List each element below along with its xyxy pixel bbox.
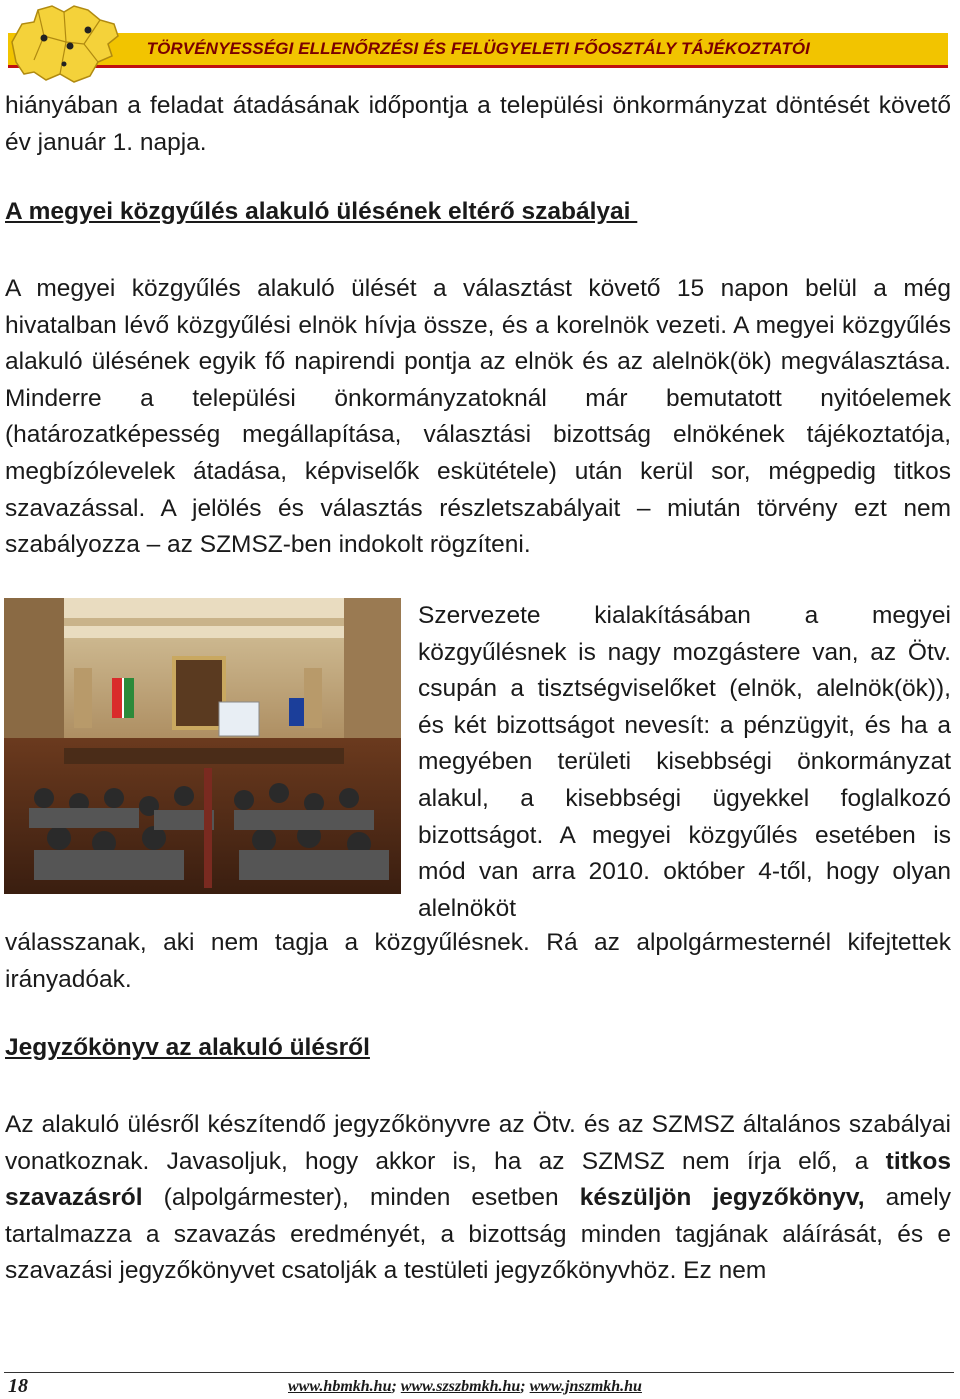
paragraph-minutes bbox=[5, 1107, 951, 1290]
page-number: 18 bbox=[8, 1375, 28, 1397]
footer-link-hbmkh[interactable]: www.hbmkh.hu bbox=[288, 1378, 392, 1395]
header-banner bbox=[8, 33, 948, 68]
assembly-hall-photo bbox=[4, 598, 401, 894]
paragraph-continuation: hiányában a feladat átadásának időpontja a települési önkormányzat döntését követő év január 1. napja. bbox=[5, 92, 951, 156]
footer-links bbox=[288, 1378, 642, 1396]
minutes-bold-secret-ballot: titkos szavazásról bbox=[5, 1147, 951, 1212]
footer-divider bbox=[4, 1372, 954, 1373]
page-header bbox=[0, 0, 960, 92]
minutes-text-3: amely tartalmazza a szavazás eredményét, a bizottság minden tagjának aláírását, és e szavazási jegyzőkönyvet csatolják a testületi jegyzőkönyvhöz. Ez nem bbox=[5, 1184, 951, 1285]
minutes-text-2: (alpolgármester), minden esetben bbox=[142, 1184, 580, 1212]
footer-separator: ; bbox=[520, 1378, 530, 1395]
paragraph-organization-side: Szervezete kialakításában a megyei közgyűlésnek is nagy mozgástere van, az Ötv. csupán a tisztségviselőket (elnök, alelnök(ök)), és két bizottságot nevesít: a pénzügyit, és ha a megyében területi kisebbségi önkormányzat alakul, a kisebbségi ügyekkel foglalkozó bizottságot. A megyei közgyűlés esetében is mód van arra 2010. október 4-től, hogy olyan alelnököt bbox=[418, 602, 951, 922]
region-map-logo bbox=[4, 2, 122, 88]
minutes-text-1: Az alakuló ülésről készítendő jegyzőkönyvre az Ötv. és az SZMSZ általános szabályai vonatkoznak. Javasoljuk, hogy akkor is, ha az SZMSZ nem írja elő, a bbox=[5, 1111, 951, 1175]
section-heading-minutes: Jegyzőkönyv az alakuló ülésről bbox=[5, 1034, 370, 1061]
paragraph-county-assembly: A megyei közgyűlés alakuló ülését a választást követő 15 napon belül a még hivatalban lévő közgyűlési elnök hívja össze, és a korelnök vezeti. A megyei közgyűlés alakuló ülésének egyik fő napirendi pontja az elnök és az alelnök(ök) megválasztása. Minderre a települési önkormányzatoknál már bemutatott nyitóelemek (határozatképesség megállapítása, választási bizottság elnökének tájékoztatója, megbízólevelek átadása, képviselők eskütétele) után kerül sor, mégpedig titkos szavazással. A jelölés és választás részletszabályait – miután törvény ezt nem szabályozza – az SZMSZ-ben indokolt rögzíteni. bbox=[5, 275, 951, 559]
footer-link-jnszmkh[interactable]: www.jnszmkh.hu bbox=[529, 1378, 642, 1395]
minutes-bold-prepare-minutes: készüljön jegyzőkönyv, bbox=[579, 1184, 865, 1212]
footer-link-szszbmkh[interactable]: www.szszbmkh.hu bbox=[400, 1378, 521, 1395]
paragraph-organization-continued: válasszanak, aki nem tagja a közgyűlésnek. Rá az alpolgármesternél kifejtettek irányadóak. bbox=[5, 929, 951, 993]
section-heading-county-assembly: A megyei közgyűlés alakuló ülésének eltérő szabályai bbox=[5, 198, 638, 225]
footer-separator: ; bbox=[391, 1378, 401, 1395]
assembly-hall-image bbox=[4, 598, 401, 894]
header-title: TÖRVÉNYESSÉGI ELLENŐRZÉSI ÉS FELÜGYELETI FŐOSZTÁLY TÁJÉKOZTATÓI bbox=[146, 39, 810, 58]
